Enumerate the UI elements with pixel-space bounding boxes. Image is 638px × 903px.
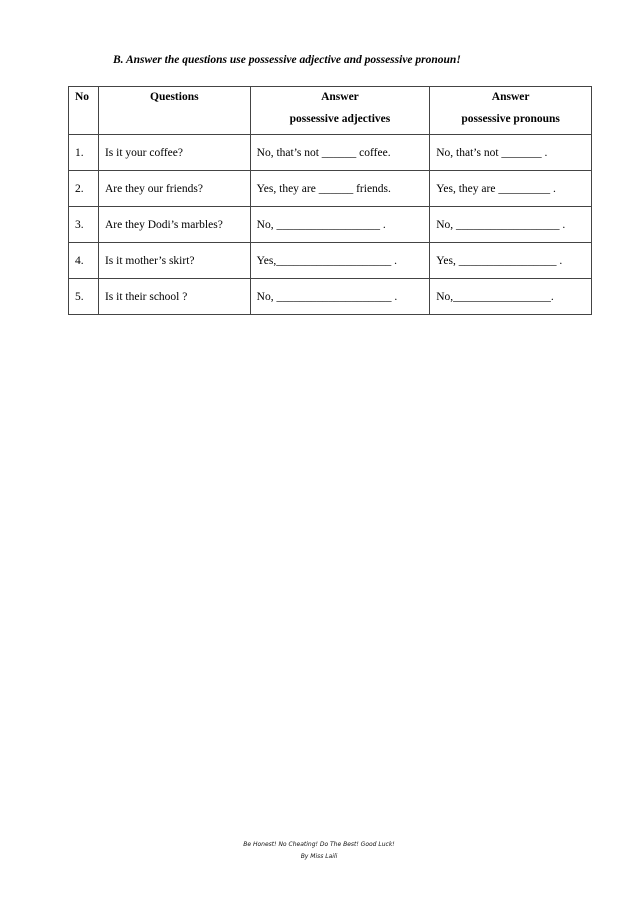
adjective-answer-cell[interactable]: No, ____________________ .: [250, 279, 430, 315]
table-row: [69, 243, 592, 279]
row-number: 4.: [69, 243, 99, 279]
row-number: 2.: [69, 171, 99, 207]
row-number: 3.: [69, 207, 99, 243]
table-row: [69, 171, 592, 207]
adjective-answer-cell[interactable]: Yes, they are ______ friends.: [250, 171, 430, 207]
pronoun-answer-cell[interactable]: Yes, _________________ .: [430, 243, 592, 279]
question-cell: Are they our friends?: [98, 171, 250, 207]
question-cell: Are they Dodi’s marbles?: [98, 207, 250, 243]
header-answer-pron-title: Answer: [491, 91, 530, 103]
question-cell: Is it mother’s skirt?: [98, 243, 250, 279]
header-answer-pron-sub: possessive pronouns: [461, 113, 560, 125]
pronoun-answer-cell[interactable]: No, that’s not _______ .: [430, 135, 592, 171]
adjective-answer-cell[interactable]: No, __________________ .: [250, 207, 430, 243]
row-number: 5.: [69, 279, 99, 315]
pronoun-answer-cell[interactable]: No,_________________.: [430, 279, 592, 315]
adjective-answer-cell[interactable]: Yes,____________________ .: [250, 243, 430, 279]
pronoun-answer-cell[interactable]: Yes, they are _________ .: [430, 171, 592, 207]
question-cell: Is it your coffee?: [98, 135, 250, 171]
header-answer-pronouns: [430, 87, 592, 135]
exercise-table: [68, 86, 592, 315]
table-row: [69, 279, 592, 315]
header-answer-adj-title: Answer: [321, 91, 359, 103]
table-row: [69, 207, 592, 243]
header-answer-adjectives: [250, 87, 430, 135]
pronoun-answer-cell[interactable]: No, __________________ .: [430, 207, 592, 243]
section-heading: B. Answer the questions use possessive adjective and possessive pronoun!: [113, 54, 461, 66]
header-no: No: [69, 87, 99, 135]
header-answer-adj-sub: possessive adjectives: [289, 113, 391, 125]
footer-motto: Be Honest! No Cheating! Do The Best! Good Luck!: [243, 841, 395, 848]
table-header-row: [69, 87, 592, 135]
table-row: [69, 135, 592, 171]
footer-author: By Miss Laili: [300, 853, 338, 860]
question-cell: Is it their school ?: [98, 279, 250, 315]
row-number: 1.: [69, 135, 99, 171]
adjective-answer-cell[interactable]: No, that’s not ______ coffee.: [250, 135, 430, 171]
header-questions: Questions: [98, 87, 250, 135]
